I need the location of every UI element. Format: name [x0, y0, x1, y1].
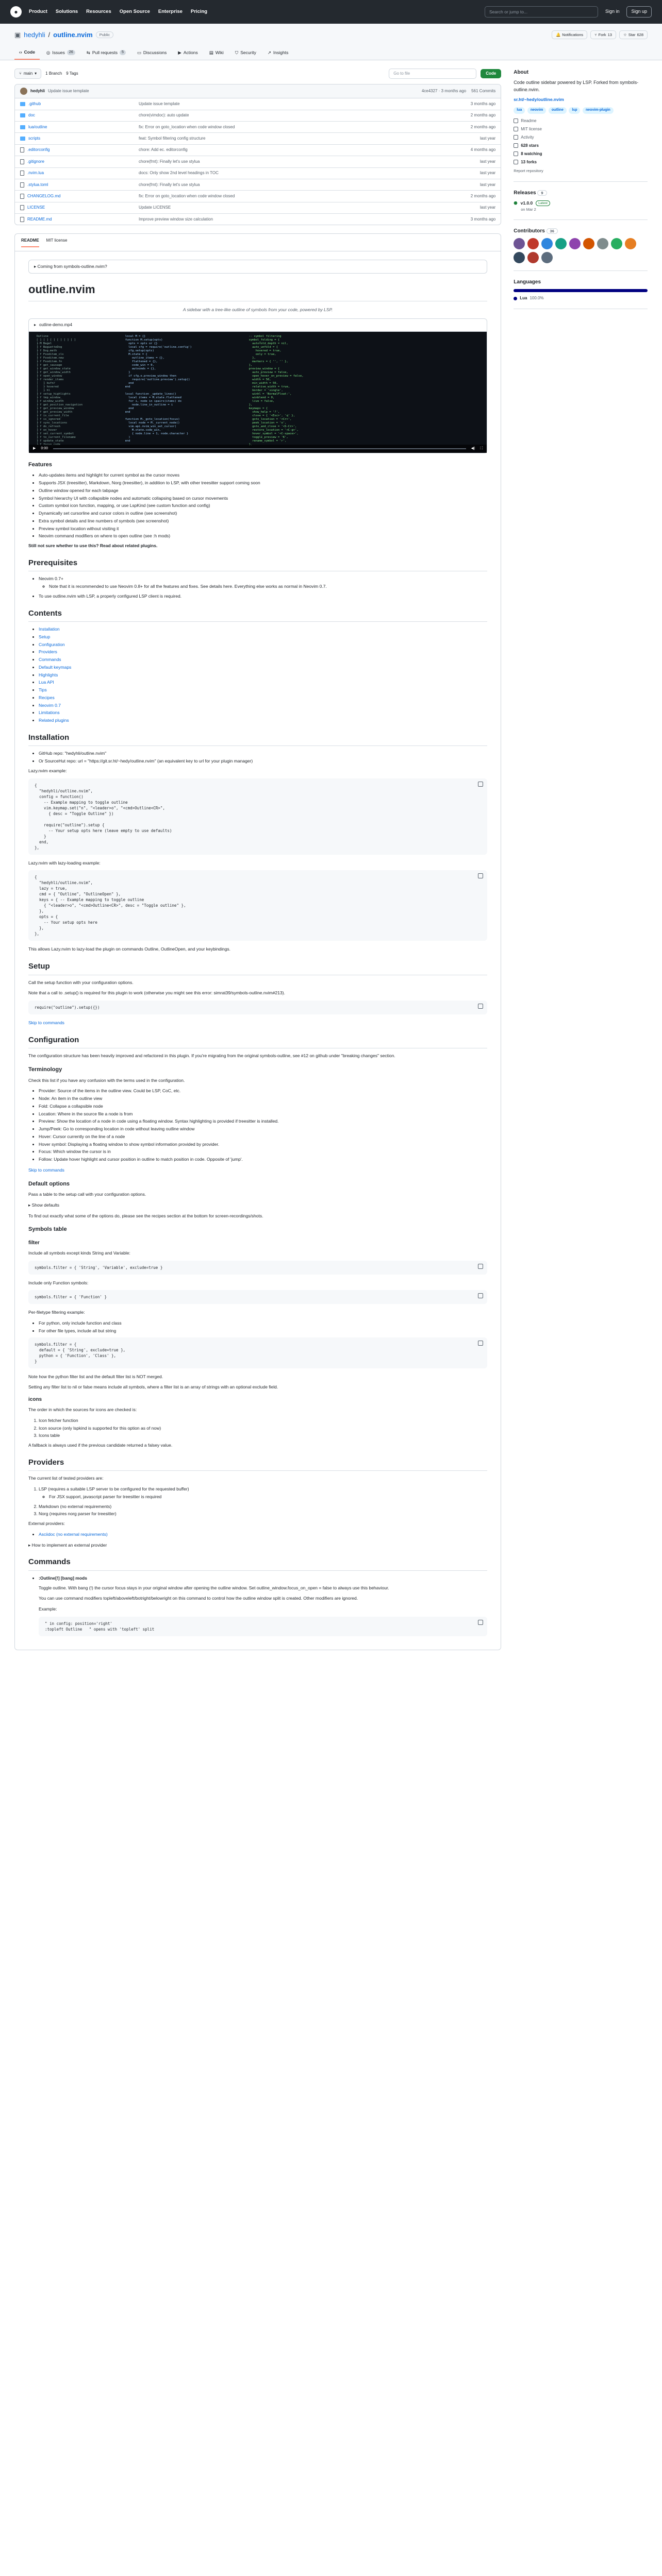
readme-title: outline.nvim: [28, 281, 487, 301]
avatar[interactable]: [597, 238, 608, 249]
file-name[interactable]: LICENSE: [27, 205, 45, 210]
copy-icon[interactable]: [478, 873, 483, 878]
file-name[interactable]: README.md: [27, 216, 52, 222]
toc-link[interactable]: Setup: [39, 634, 51, 639]
list-item: • Provider: Source of the items in the outline view. Could be LSP, CoC, etc.: [39, 1088, 487, 1094]
list-item: • Auto-updates items and highlight for current symbol as the cursor moves: [39, 472, 487, 479]
repo-name-link[interactable]: outline.nvim: [53, 31, 93, 39]
go-to-file-input[interactable]: Go to file: [389, 69, 476, 79]
file-row[interactable]: [15, 98, 501, 109]
law-icon: [514, 127, 518, 131]
tab-issues[interactable]: ◎ Issues 26: [42, 46, 80, 60]
latest-commit: [15, 84, 501, 98]
toc-link[interactable]: Lua API: [39, 680, 54, 685]
readme-tab[interactable]: README: [21, 238, 39, 247]
volume-icon[interactable]: ◀): [471, 446, 475, 450]
file-date: 2 months ago: [470, 124, 496, 129]
prereq-list: [39, 575, 487, 599]
topic-tag[interactable]: lua: [514, 107, 525, 114]
pulse-icon: [514, 135, 518, 140]
list-item: • For python, only include function and class: [39, 1320, 487, 1327]
code-block: { "hedyhli/outline.nvim", config = function() -- Example mapping to toggle outline vim.keymap.set("n", "<leader>o", "<cmd>Outline<CR>", { desc = "Toggle Outline" }) require("outline").setup { -- Your setup opts here (leave empty to use defaults) } end, },: [28, 778, 487, 855]
file-date: 4 months ago: [470, 147, 496, 152]
features-heading: Features: [28, 461, 52, 468]
example-label: Example:: [39, 1606, 57, 1612]
file-row[interactable]: [15, 167, 501, 179]
discussion-icon: ▭: [137, 49, 141, 55]
list-item: • Supports JSX (treesitter), Markdown, Norg (treesitter), in addition to LSP, with other treesitter support coming soon: [39, 480, 487, 486]
list-item: • For other file types, include all but string: [39, 1328, 487, 1334]
avatar[interactable]: [611, 238, 622, 249]
file-commit-message[interactable]: chore(fmt): Finally let's use stylua: [139, 182, 200, 187]
file-row[interactable]: [15, 144, 501, 156]
topic-tag[interactable]: neovim-plugin: [583, 107, 614, 114]
file-commit-message[interactable]: fix: Error on goto_location when code window closed: [139, 193, 235, 198]
avatar[interactable]: [541, 252, 553, 263]
repo-icon: ▣: [14, 31, 21, 39]
file-name[interactable]: CHANGELOG.md: [27, 193, 61, 198]
global-nav: [29, 8, 207, 15]
list-item: • Symbol hierarchy UI with collapsible nodes and automatic collapsing based on cursor movements: [39, 495, 487, 502]
list-item: 1. Icon fetcher function: [39, 1417, 487, 1424]
list-item: • :Outline[!] [bang] mods: [39, 1575, 487, 1582]
command-text: You can use command modifiers topleft/aboveleft/botright/belowright on this command to control how the outline window split is created. Other modifiers are ignored.: [39, 1596, 358, 1601]
list-item: • Hover: Cursor currently on the line of a node: [39, 1133, 487, 1140]
filter-text: Setting any filter list to nil or false means include all symbols, where a filter list is an array of strings with an optional exclude field.: [28, 1384, 278, 1390]
issue-icon: ◎: [46, 49, 51, 55]
filter-list: [39, 1320, 487, 1334]
list-item: [39, 664, 487, 671]
list-item: [39, 687, 487, 693]
list-item: • GitHub repo: "hedyhli/outline.nvim": [39, 750, 487, 757]
readme-link[interactable]: Readme: [514, 118, 648, 124]
code-icon: ‹›: [19, 49, 22, 55]
still-not-sure: Still not sure whether to use this? Read about related plugins.: [28, 543, 158, 549]
sidebar: [514, 69, 648, 1650]
symbols-table-heading: Symbols table: [28, 1226, 67, 1233]
about-text: Code outline sidebar powered by LSP. Forked from symbols-outline.nvim.: [514, 80, 639, 92]
pull-request-icon: ⇆: [86, 49, 90, 55]
asciidoc-link[interactable]: Asciidoc (no external requirements): [39, 1531, 108, 1537]
copy-icon[interactable]: [478, 1620, 483, 1625]
implement-provider-toggle[interactable]: ▸ How to implement an external provider: [28, 1542, 107, 1548]
list-item: • Preview symbol location without visiting it: [39, 526, 487, 532]
setup-heading: Setup: [28, 961, 487, 975]
toc-link[interactable]: Limitations: [39, 710, 60, 716]
file-icon: [20, 159, 24, 164]
icons-list: [39, 1417, 487, 1439]
language-dot: [514, 297, 517, 300]
copy-icon[interactable]: [478, 782, 483, 787]
license-link[interactable]: MIT license: [514, 126, 648, 132]
tab-code[interactable]: ‹› Code: [14, 46, 40, 60]
code-block: { "hedyhli/outline.nvim", lazy = true, cmd = { "Outline", "OutlineOpen" }, keys = { -- Example mapping to toggle outline { "<leader>o", "<cmd>Outline<CR>", desc = "Toggle outline" }, }, opts = { -- Your setup opts here }, },: [28, 870, 487, 941]
sign-up-button[interactable]: Sign up: [626, 6, 652, 18]
languages-heading: Languages: [514, 279, 541, 285]
filter-text: Per-filetype filtering example:: [28, 1310, 85, 1315]
icons-text: A fallback is always used if the previous candidate returned a falsey value.: [28, 1443, 173, 1448]
license-tab[interactable]: MIT license: [46, 238, 68, 243]
topic-tag[interactable]: neovim: [527, 107, 547, 114]
file-commit-message[interactable]: docs: Only show 2nd level headings in TOC: [139, 171, 219, 176]
commands-list: [39, 1575, 487, 1582]
list-item: 1. LSP (requires a suitable LSP server to be configured for the requested buffer): [39, 1486, 487, 1493]
commit-count[interactable]: 561 Commits: [471, 89, 496, 94]
file-row[interactable]: [15, 213, 501, 225]
release-date: on Mar 2: [521, 207, 536, 212]
list-item: • Extra symbol details and line numbers of symbols (see screenshot): [39, 518, 487, 524]
book-icon: ▤: [209, 49, 213, 55]
terms-list: [39, 1088, 487, 1163]
file-row[interactable]: [15, 110, 501, 121]
latest-release[interactable]: ⬣ v1.0.0 Latest: [514, 200, 648, 207]
toc-link[interactable]: Commands: [39, 657, 61, 663]
file-date: 2 months ago: [470, 113, 496, 118]
list-item: 3. Icons table: [39, 1432, 487, 1439]
branch-select[interactable]: ⑂ main ▾: [14, 69, 41, 79]
file-commit-message[interactable]: chore(fmt): Finally let's use stylua: [139, 159, 200, 164]
star-button[interactable]: ☆ Star 628: [619, 30, 648, 39]
toc-link[interactable]: Installation: [39, 626, 60, 632]
contents-list: [39, 626, 487, 724]
sign-in-link[interactable]: Sign in: [605, 9, 620, 14]
stars-link[interactable]: 628 stars: [514, 143, 648, 149]
coming-from-details[interactable]: ▸ Coming from symbols-outline.nvim?: [28, 260, 487, 274]
watching-link[interactable]: 8 watching: [514, 151, 648, 157]
toc-link[interactable]: Neovim 0.7: [39, 702, 61, 708]
language-bar: [514, 289, 648, 292]
command-text: Toggle outline. With bang (!) the cursor focus stays in your original window after opening the outline window. Set outline_window.focus_on_open = false to always use this behaviour.: [39, 1585, 389, 1590]
providers-text: The current list of tested providers are:: [28, 1476, 104, 1481]
avatar[interactable]: [625, 238, 636, 249]
file-icon: [20, 182, 24, 188]
show-defaults-toggle[interactable]: ▸ Show defaults: [28, 1202, 60, 1208]
prereq-heading: Prerequisites: [28, 557, 487, 572]
contributors-avatars: [514, 238, 648, 263]
branches-link[interactable]: 1 Branch: [45, 71, 62, 76]
commands-heading: Commands: [28, 1556, 487, 1571]
file-commit-message[interactable]: fix: Error on goto_location when code window closed: [139, 124, 235, 129]
graph-icon: ↗: [267, 49, 272, 55]
file-date: last year: [479, 182, 496, 187]
file-commit-message[interactable]: feat: Symbol filtering config structure: [139, 136, 206, 141]
list-item: • Location: Where in the source file a node is from: [39, 1111, 487, 1117]
tab-wiki[interactable]: ▤ Wiki: [209, 49, 224, 55]
list-item: 2. Icon source (only lspkind is supported for this option as of now): [39, 1425, 487, 1432]
list-item: [39, 679, 487, 686]
copy-icon[interactable]: [478, 1004, 483, 1009]
video-progress[interactable]: [53, 448, 466, 449]
file-name[interactable]: doc: [28, 113, 35, 118]
tag-icon: ⬣: [514, 200, 518, 206]
skip-to-commands-link[interactable]: Skip to commands: [28, 1020, 64, 1026]
readme-box: [14, 233, 501, 1650]
file-row[interactable]: [15, 156, 501, 167]
file-date: last year: [479, 171, 496, 176]
language-item[interactable]: Lua 100.0%: [514, 295, 648, 301]
topic-tag[interactable]: outline: [549, 107, 567, 114]
file-date: 3 months ago: [470, 101, 496, 106]
toc-link[interactable]: Configuration: [39, 641, 65, 647]
eye-icon: [514, 151, 518, 156]
list-item: [39, 626, 487, 633]
list-item: • Preview: Show the location of a node in code using a floating window. Syntax highlighting is provided if treesitter is installed.: [39, 1118, 487, 1125]
list-item: [39, 634, 487, 640]
contents-heading: Contents: [28, 608, 487, 622]
file-date: 2 months ago: [470, 193, 496, 198]
file-name[interactable]: lua/outline: [28, 124, 47, 129]
main-column: [14, 69, 501, 1650]
providers-heading: Providers: [28, 1457, 487, 1471]
homepage-link[interactable]: sr.ht/~hedy/outline.nvim: [514, 97, 564, 103]
lazy-load-label: Lazy.nvim with lazy-loading example:: [28, 860, 101, 866]
list-item: • Fold: Collapse a collapsible node: [39, 1103, 487, 1110]
releases-heading[interactable]: Releases 9: [514, 189, 648, 197]
star-icon: [514, 143, 518, 148]
tab-actions[interactable]: ▶ Actions: [178, 49, 198, 55]
list-item: [39, 672, 487, 679]
code-block: require("outline").setup({}): [28, 1001, 487, 1014]
report-link[interactable]: Report repository: [514, 168, 543, 173]
latest-badge: Latest: [536, 200, 550, 207]
list-item: • Or SourceHut repo: url = "https://git.sr.ht/~hedy/outline.nvim" (an equivalent key to url for your plugin manager): [39, 758, 487, 765]
contributors-heading[interactable]: Contributors 36: [514, 227, 648, 235]
folder-icon: [20, 125, 25, 129]
install-list: [39, 750, 487, 765]
list-item: • To use outline.nvim with LSP, a properly configured LSP client is required.: [39, 593, 487, 600]
file-commit-message[interactable]: Update LICENSE: [139, 205, 171, 210]
tags-link[interactable]: 9 Tags: [66, 71, 78, 76]
list-item: • Outline window opened for each tabpage: [39, 487, 487, 494]
file-name[interactable]: .editorconfig: [27, 147, 50, 152]
list-item: [39, 1531, 487, 1538]
list-item: • Follow: Update hover highlight and cursor position in outline to match position in code. Opposite of 'jump'.: [39, 1156, 487, 1163]
fork-icon: [514, 160, 518, 164]
nav-product[interactable]: Product: [29, 8, 47, 14]
providers-list: [39, 1486, 487, 1517]
file-date: last year: [479, 136, 496, 141]
star-icon: ☆: [623, 32, 627, 38]
defaults-text-2: To find out exactly what some of the options do, please see the recipes section at the bottom for screen-recordings/shots.: [28, 1213, 263, 1218]
file-commit-message[interactable]: Update issue template: [139, 101, 180, 106]
list-item: • Hover symbol: Displaying a floating window to show symbol information provided by provider.: [39, 1141, 487, 1148]
repo-header: ▣ hedyhli / outline.nvim Public 🔔 Notifications ⑂ Fork 13 ☆ Star 628 ‹› Code ◎ Issues 26 ⇆ Pull requests 5 ▭ Discussions ▶ Actions ▤ Wiki ⛉ Security ↗ Insights: [0, 24, 662, 60]
tab-security[interactable]: ⛉ Security: [235, 49, 256, 55]
commit-hash[interactable]: 4ce4327 · 3 months ago: [421, 89, 467, 94]
file-row[interactable]: [15, 179, 501, 190]
file-commit-message[interactable]: chore: Add ec. editorconfig: [139, 147, 188, 152]
branch-bar: [14, 69, 501, 79]
repo-owner-link[interactable]: hedyhli: [24, 31, 45, 39]
file-row[interactable]: [15, 190, 501, 201]
avatar[interactable]: [527, 238, 539, 249]
file-icon: [20, 147, 24, 152]
list-item: [39, 641, 487, 648]
code-button[interactable]: Code: [481, 69, 501, 78]
github-logo-icon[interactable]: ●: [10, 6, 22, 18]
file-name[interactable]: .github: [28, 101, 41, 106]
icons-heading: icons: [28, 1397, 42, 1403]
file-name[interactable]: .nvim.lua: [27, 171, 44, 176]
file-icon: [20, 194, 24, 199]
code-block: symbols.filter = { default = { 'String', exclude=true }, python = { 'Function', 'Class' }, }: [28, 1337, 487, 1368]
list-item: [39, 702, 487, 709]
file-date: last year: [479, 205, 496, 210]
list-item: ◦ For JSX support, javascript parser for treesitter is required: [49, 1494, 487, 1500]
video-player[interactable]: Outline [ ] [ ] [ ] [ ] [ ] [ ] ├ M Bagel ├ f BaguetteDog ├ f Dog.meth ├ f Fooditem_cls ├ f Fooditem.new ├ f Fooditem.fn ├ f get_sausage ├ f get_window_state ├ f get_window_width ├ f open_window ├ f render_items │ ├ bufnr │ ├ hovered │ ├ hl ├ f setup_highlights ├ f tmp_window_ ├ f window_width ├ f get_position_navigation ├ f get_preview_window ├ f get_preview_width ├ f is_current_file ├ f is_ignored ├ f sync_locations ├ f do_refresh ├ f on_hover ├ f set_current_symbol ├ f to_current_filename ├ f update_state local M = {} function M.setup(opts) opts = opts or {} local cfg = require('outline.config') cfg.setup(opts) M.state = { outline_items = {}, flattened = {}, code_win = 0, autocmds = {}, } if cfg.o.preview_window then require('outline.preview').setup() end end local function _update_lines() local items = M.state.flattened for i, node in ipairs(items) do node.line_in_outline = i end end function M._goto_location(focus) local node = M._current_node() vim.api.nvim_win_set_cursor( M.state.code_win, { node.line + 1, node.character } ) end -- symbol filtering symbol_folding = { autofold_depth = nil, auto_unfold = { hovered = true, only = true, }, markers = { '', '' }, }, preview_window = { auto_preview = false, open_hover_on_preview = false, width = 50, min_width = 50, relative_width = true, border = 'single', winhl = 'NormalFloat:', winblend = 0, live = false, }, keymaps = { show_help = '?', close = { '<Esc>', 'q' }, goto_location = '<Cr>', peek_location = 'o', goto_and_close = '<S-Cr>', restore_location = '<C-g>', hover_symbol = '<C-space>', toggle_preview = 'K', rename_symbol = 'r', ▶ 0:00 ◀) ⛶: [29, 332, 487, 453]
setup-note: Note that a call to .setup() is required for this plugin to work (otherwise you might see this error: simrat39/symbols-outline.nvim#213).: [28, 990, 285, 996]
play-icon: ▶: [178, 49, 181, 55]
topics: [514, 106, 648, 114]
list-item: • Neovim 0.7+: [39, 575, 487, 582]
external-text: External providers:: [28, 1521, 65, 1527]
tab-pull-requests[interactable]: ⇆ Pull requests 5: [82, 46, 130, 60]
file-name[interactable]: .gitignore: [27, 159, 44, 164]
tab-discussions[interactable]: ▭ Discussions: [137, 49, 167, 55]
nav-enterprise[interactable]: Enterprise: [158, 8, 183, 14]
defaults-heading: Default options: [28, 1180, 70, 1187]
filter-text: Include only Function symbols:: [28, 1280, 89, 1285]
lazy-example-label: Lazy.nvim example:: [28, 768, 67, 773]
avatar[interactable]: [569, 238, 581, 249]
config-text: The configuration structure has been heavily improved and refactored in this plugin. If you're migrating from the original symbols-outline, see #12 on github under "breaking changes" section.: [28, 1053, 395, 1059]
readme-tagline: A sidebar with a tree-like outline of symbols from your code, powered by LSP.: [183, 307, 333, 313]
file-row[interactable]: [15, 202, 501, 213]
list-item: ◦ Note that it is recommended to use Neovim 0.8+ for all the features and fixes. See details here. Everything else works as normal in Neovim 0.7.: [49, 583, 487, 590]
list-item: 2. Markdown (no external requirements): [39, 1503, 487, 1510]
filter-text: Note how the python filter list and the default filter list is NOT merged.: [28, 1374, 163, 1379]
nav-resources[interactable]: Resources: [86, 8, 111, 14]
file-name[interactable]: scripts: [28, 136, 41, 141]
list-item: [39, 656, 487, 663]
features-list: [39, 472, 487, 539]
file-icon: [20, 171, 24, 176]
install-heading: Installation: [28, 732, 487, 747]
file-name[interactable]: .stylua.toml: [27, 182, 48, 187]
code-block: " in config: position='right' :topleft Outline " opens with 'topleft' split: [39, 1617, 487, 1636]
repo-tabs: [14, 46, 648, 60]
list-item: • Neovim command modifiers on where to open outline (see :h mods): [39, 533, 487, 539]
list-item: • Focus: Which window the cursor is in: [39, 1148, 487, 1155]
toc-link[interactable]: Providers: [39, 649, 57, 655]
file-icon: [20, 205, 24, 210]
list-item: • Jump/Peek: Go to corresponding location in code without leaving outline window: [39, 1126, 487, 1132]
tab-insights[interactable]: ↗ Insights: [267, 49, 289, 55]
defaults-text: Pass a table to the setup call with your configuration options.: [28, 1192, 146, 1197]
bell-icon: 🔔: [555, 32, 561, 38]
activity-link[interactable]: Activity: [514, 134, 648, 141]
notifications-button[interactable]: 🔔 Notifications: [552, 30, 587, 39]
play-icon[interactable]: ▶: [33, 446, 36, 450]
icons-text: The order in which the sources for icons are checked is:: [28, 1407, 137, 1413]
copy-icon[interactable]: [478, 1293, 483, 1298]
avatar[interactable]: [527, 252, 539, 263]
file-icon: [20, 217, 24, 222]
folder-icon: [20, 113, 25, 117]
about-heading: About: [514, 70, 529, 76]
toc-link[interactable]: Highlights: [39, 672, 58, 677]
global-header: [0, 0, 662, 24]
branch-icon: ⑂: [19, 71, 22, 76]
list-item: 3. Norg (requires norg parser for treesitter): [39, 1511, 487, 1517]
toc-link[interactable]: Recipes: [39, 694, 55, 700]
avatar[interactable]: [514, 238, 525, 249]
setup-text: Call the setup function with your configuration options.: [28, 979, 134, 985]
book-icon: [514, 118, 518, 123]
file-commit-message[interactable]: Improve preview window size calculation: [139, 216, 213, 222]
list-item: • Dynamically set cursorline and cursor colors in outline (see screenshot): [39, 510, 487, 517]
nav-open-source[interactable]: Open Source: [119, 8, 150, 14]
filter-text: Include all symbols except kinds String and Variable:: [28, 1250, 130, 1256]
list-item: • Custom symbol icon function, mapping, or use LspKind (see custom function and config): [39, 502, 487, 509]
file-row[interactable]: [15, 132, 501, 144]
global-search-input[interactable]: Search or jump to...: [485, 6, 598, 18]
avatar[interactable]: [514, 252, 525, 263]
file-list: [14, 84, 501, 225]
config-heading: Configuration: [28, 1035, 487, 1049]
list-item: • Node: An item in the outline view: [39, 1095, 487, 1102]
code-block: symbols.filter = { 'Function' }: [28, 1290, 487, 1304]
list-item: [39, 717, 487, 724]
visibility-badge: Public: [96, 31, 113, 38]
folder-icon: [20, 137, 25, 141]
list-item: [39, 709, 487, 716]
external-list: [39, 1531, 487, 1538]
chevron-down-icon: ▾: [35, 71, 37, 76]
avatar[interactable]: [583, 238, 594, 249]
skip-to-commands-link[interactable]: Skip to commands: [28, 1167, 64, 1173]
list-item: [39, 649, 487, 655]
shield-icon: ⛉: [235, 49, 239, 55]
commit-author[interactable]: hedyhli: [30, 89, 45, 94]
avatar[interactable]: [541, 238, 553, 249]
copy-icon[interactable]: [478, 1341, 483, 1346]
file-date: last year: [479, 159, 496, 164]
fork-button[interactable]: ⑂ Fork 13: [590, 30, 616, 39]
avatar[interactable]: [555, 238, 567, 249]
topic-tag[interactable]: lsp: [569, 107, 580, 114]
fullscreen-icon[interactable]: ⛶: [480, 446, 483, 450]
video-file-icon: ▸: [34, 322, 37, 327]
nav-pricing[interactable]: Pricing: [190, 8, 208, 14]
folder-icon: [20, 102, 25, 106]
file-commit-message[interactable]: chore(vimdoc): auto update: [139, 113, 189, 118]
lazy-note: This allows Lazy.nvim to lazy-load the plugin on commands Outline, OutlineOpen, and your keybindings.: [28, 946, 230, 952]
avatar[interactable]: [20, 88, 27, 95]
terminology-text: Check this list if you have any confusion with the terms used in the configuration.: [28, 1077, 185, 1083]
file-row[interactable]: [15, 121, 501, 132]
demo-video: ▸ outline-demo.mp4 Outline [ ] [ ] [ ] [ ] [ ] [ ] ├ M Bagel ├ f BaguetteDog ├ f Dog.meth ├ f Fooditem_cls ├ f Fooditem.new ├ f Fooditem.fn ├ f get_sausage ├ f get_window_state ├ f get_window_width ├ f open_window ├ f render_items │ ├ bufnr │ ├ hovered │ ├ hl ├ f setup_highlights ├ f tmp_window_ ├ f window_width ├ f get_position_navigation ├ f get_preview_window ├ f get_preview_width ├ f is_current_file ├ f is_ignored ├ f sync_locations ├ f do_refresh ├ f on_hover ├ f set_current_symbol ├ f to_current_filename ├ f update_state local M = {} function M.setup(opts) opts = opts or {} local cfg = require('outline.config') cfg.setup(opts) M.state = { outline_items = {}, flattened = {}, code_win = 0, autocmds = {}, } if cfg.o.preview_window then require('outline.preview').setup() end end local function _update_lines() local items = M.state.flattened for i, node in ipairs(items) do node.line_in_outline = i end end function M._goto_location(focus) local node = M._current_node() vim.api.nvim_win_set_cursor( M.state.code_win, { node.line + 1, node.character } ) end -- symbol filtering symbol_folding = { autofold_depth = nil, auto_unfold = { hovered = true, only = true, }, markers = { '', '' }, }, preview_window = { auto_preview = false, open_hover_on_preview = false, width = 50, min_width = 50, relative_width = true, border = 'single', winhl = 'NormalFloat:', winblend = 0, live = false, }, keymaps = { show_help = '?', close = { '<Esc>', 'q' }, goto_location = '<Cr>', peek_location = 'o', goto_and_close = '<S-Cr>', restore_location = '<C-g>', hover_symbol = '<C-space>', toggle_preview = 'K', rename_symbol = 'r', ▶ 0:00 ◀) ⛶: [28, 318, 487, 453]
filter-heading: filter: [28, 1240, 40, 1246]
terminology-heading: Terminology: [28, 1066, 62, 1073]
commit-message[interactable]: Update issue template: [48, 89, 89, 94]
list-item: [39, 694, 487, 701]
file-date: 3 months ago: [470, 216, 496, 222]
copy-icon[interactable]: [478, 1264, 483, 1269]
toc-link[interactable]: Related plugins: [39, 718, 69, 723]
forks-link[interactable]: 13 forks: [514, 159, 648, 165]
toc-link[interactable]: Default keymaps: [39, 664, 72, 670]
code-block: symbols.filter = { 'String', 'Variable', exclude=true }: [28, 1261, 487, 1275]
nav-solutions[interactable]: Solutions: [55, 8, 78, 14]
toc-link[interactable]: Tips: [39, 687, 47, 693]
fork-icon: ⑂: [594, 32, 597, 38]
